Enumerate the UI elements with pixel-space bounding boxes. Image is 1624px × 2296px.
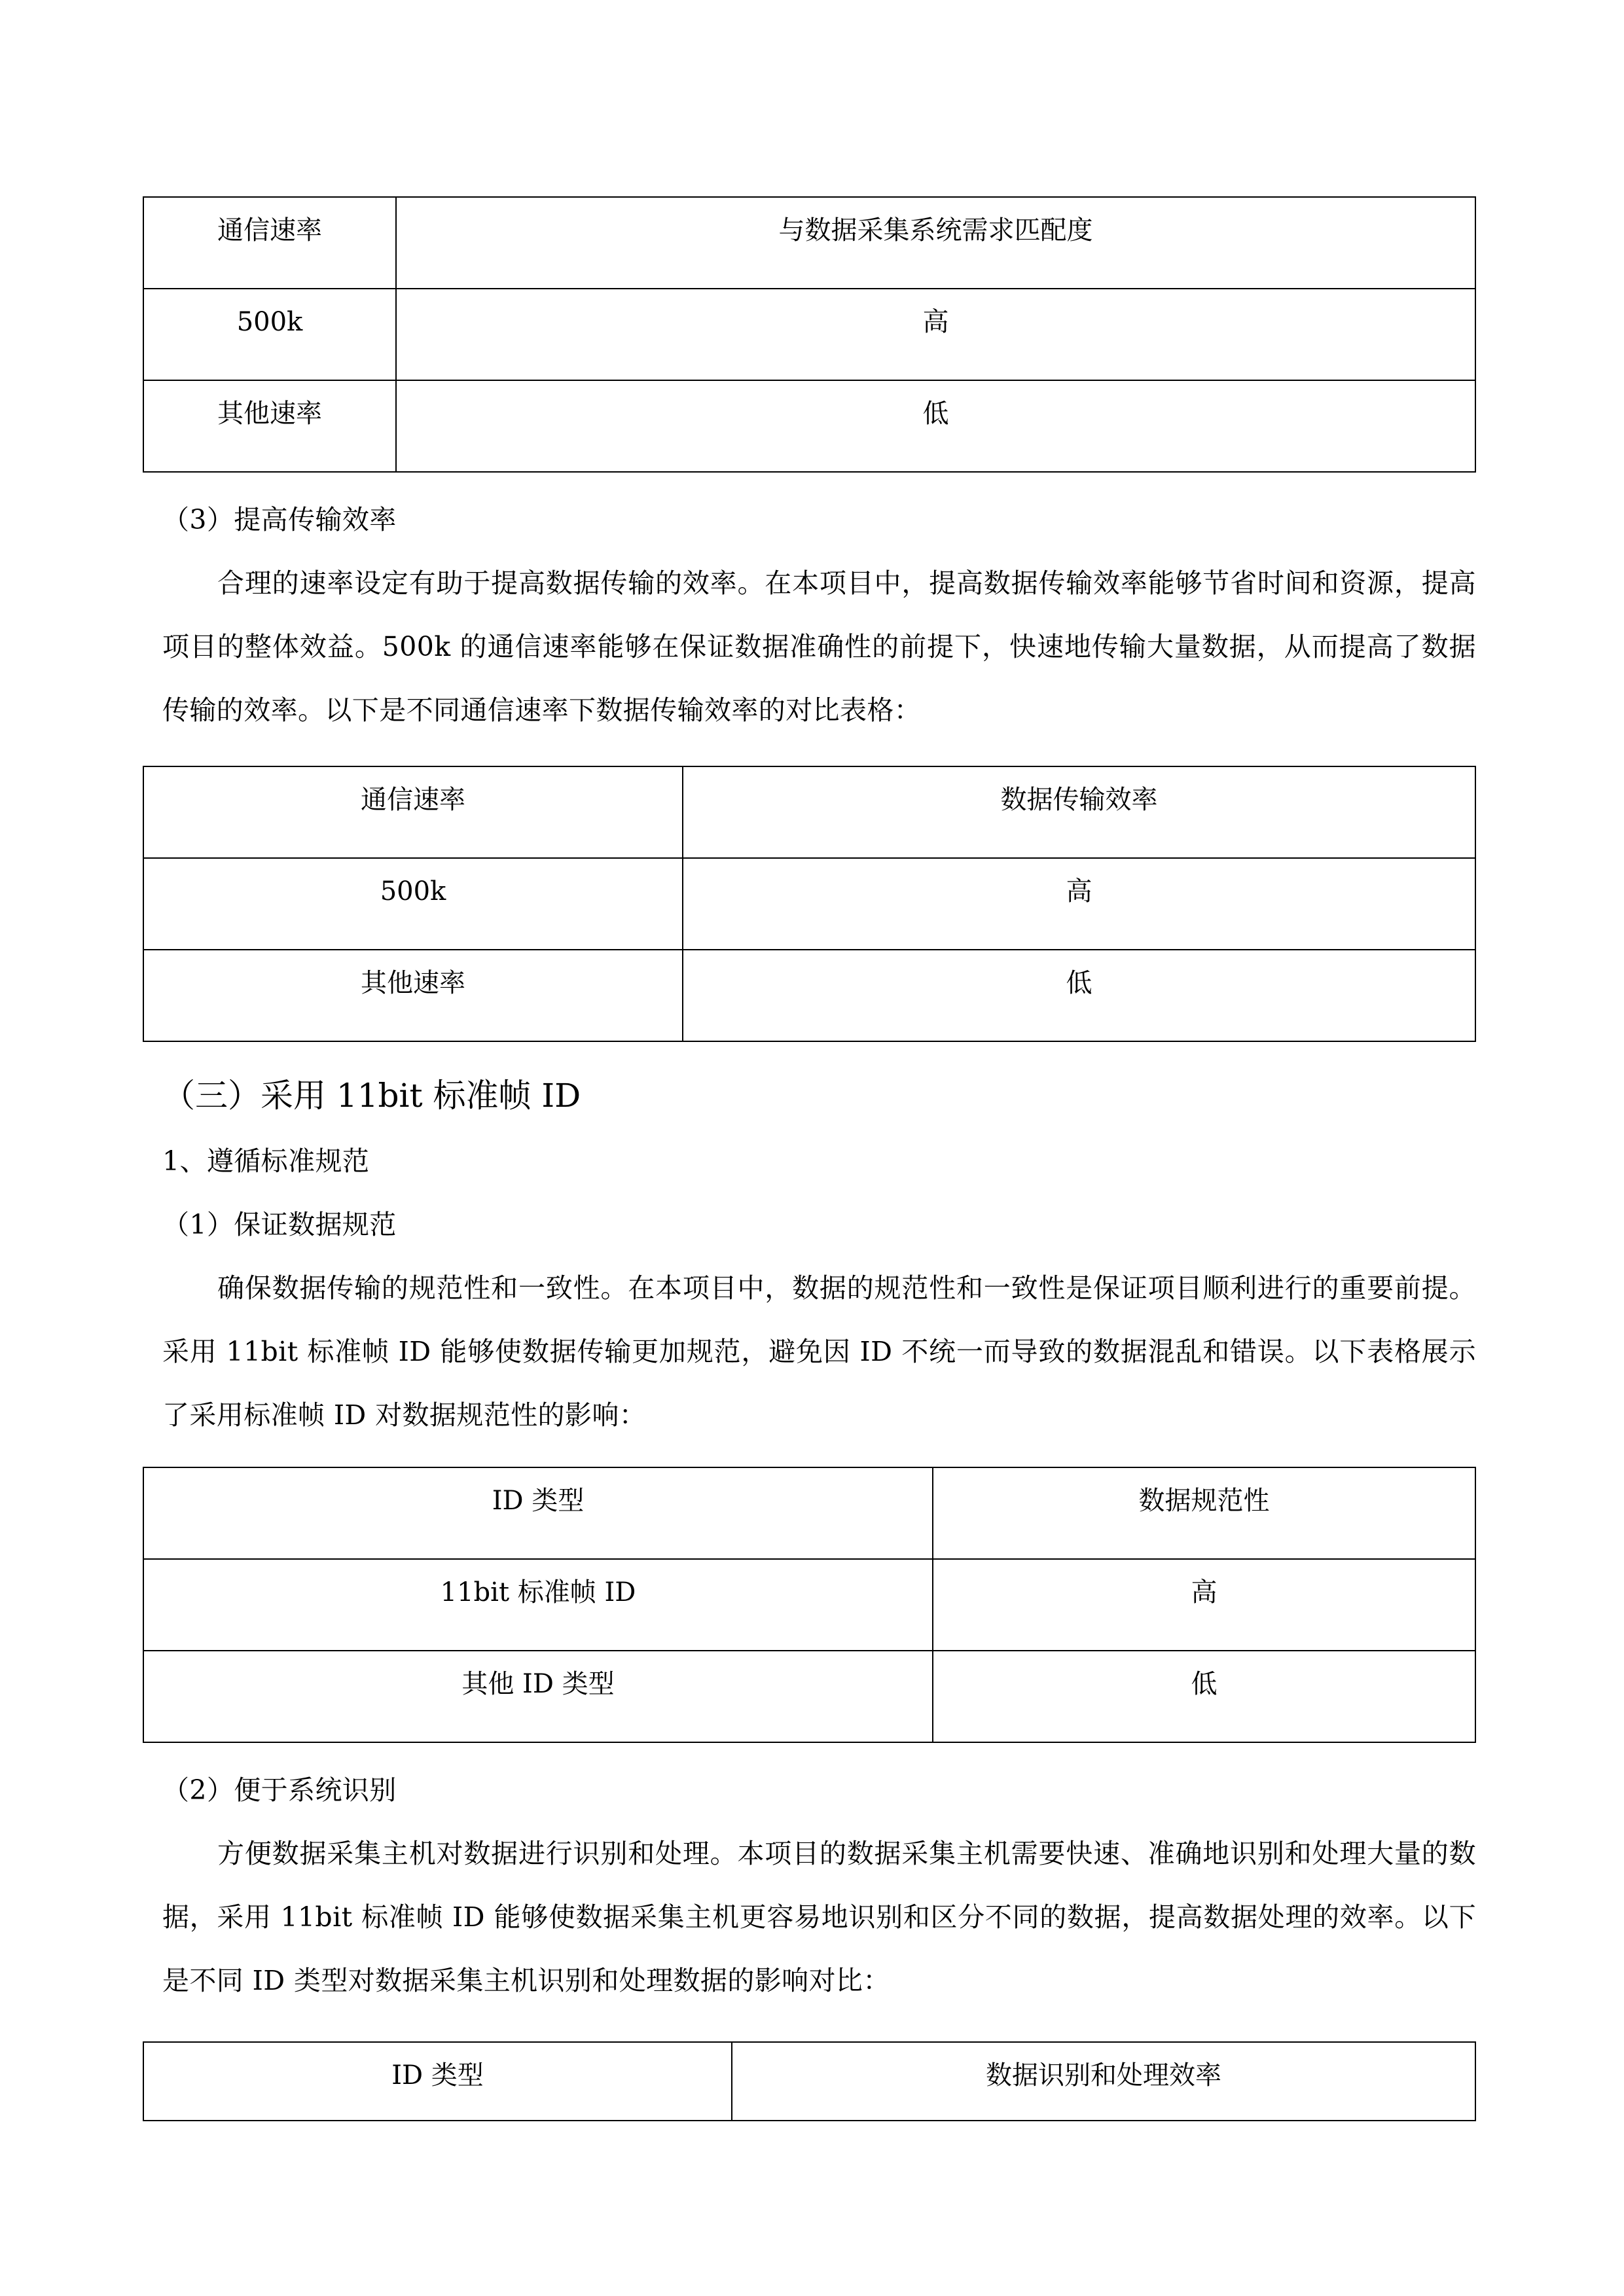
spacer bbox=[143, 1743, 1476, 1759]
table-header-cell bbox=[933, 1467, 1475, 1559]
spacer bbox=[143, 742, 1476, 766]
cell-value: 500k bbox=[236, 307, 303, 337]
cell-value: 低 bbox=[1191, 1669, 1218, 1699]
table-row bbox=[143, 289, 1475, 380]
cell-label: ID 类型 bbox=[391, 2060, 484, 2090]
table-header-cell bbox=[683, 766, 1475, 858]
cell-value: 其他 ID 类型 bbox=[461, 1669, 615, 1699]
table-cell bbox=[143, 289, 396, 380]
cell-value: 低 bbox=[1066, 968, 1092, 998]
table-row bbox=[143, 1467, 1475, 1559]
table-cell bbox=[683, 950, 1475, 1041]
table-cell bbox=[396, 380, 1475, 472]
cell-value: 其他速率 bbox=[217, 399, 322, 429]
table-cell bbox=[143, 1559, 933, 1651]
cell-label: 通信速率 bbox=[361, 785, 465, 815]
cell-label: 与数据采集系统需求匹配度 bbox=[778, 215, 1093, 245]
page-content bbox=[143, 0, 1476, 2121]
table-row bbox=[143, 2042, 1475, 2121]
spacer bbox=[143, 2013, 1476, 2041]
table-header-cell bbox=[143, 766, 683, 858]
spacer bbox=[143, 1042, 1476, 1062]
cell-label: 数据规范性 bbox=[1138, 1486, 1270, 1516]
table-cell bbox=[143, 950, 683, 1041]
cell-value: 11bit 标准帧 ID bbox=[440, 1577, 636, 1607]
table-header-cell bbox=[732, 2042, 1475, 2121]
communication-rate-match-table bbox=[143, 196, 1476, 473]
table-row bbox=[143, 1559, 1475, 1651]
table-header-cell bbox=[143, 2042, 732, 2121]
cell-value: 高 bbox=[1191, 1577, 1218, 1607]
section-heading-item1: （1）保证数据规范 bbox=[162, 1209, 397, 1240]
cell-label: 通信速率 bbox=[217, 215, 322, 245]
table-row bbox=[143, 1651, 1475, 1742]
spacer bbox=[143, 1447, 1476, 1467]
section-body-item1: 确保数据传输的规范性和一致性。在本项目中，数据的规范性和一致性是保证项目顺利进行的重要前提。采用 11bit 标准帧 ID 能够使数据传输更加规范，避免因 ID 不统一而导致的数据混乱和错误。以下表格展示了采用标准帧 ID 对数据规范性的影响： bbox=[162, 1272, 1476, 1431]
table-header-cell bbox=[396, 197, 1475, 289]
sub-heading-1: 1、遵循标准规范 bbox=[162, 1145, 370, 1177]
table-row bbox=[143, 380, 1475, 472]
transmission-efficiency-table bbox=[143, 766, 1476, 1042]
spacer bbox=[143, 473, 1476, 488]
section-body-item2: 方便数据采集主机对数据进行识别和处理。本项目的数据采集主机需要快速、准确地识别和处理大量的数据，采用 11bit 标准帧 ID 能够使数据采集主机更容易地识别和区分不同的数据，提高数据处理的效率。以下是不同 ID 类型对数据采集主机识别和处理数据的影响对比： bbox=[162, 1838, 1476, 1996]
cell-label: 数据识别和处理效率 bbox=[986, 2060, 1221, 2090]
cell-label: 数据传输效率 bbox=[1000, 785, 1158, 815]
table-cell bbox=[683, 858, 1475, 950]
table-row bbox=[143, 858, 1475, 950]
cell-value: 高 bbox=[1066, 876, 1092, 906]
cell-value: 低 bbox=[922, 399, 949, 429]
table-header-cell bbox=[143, 1467, 933, 1559]
top-margin-spacer bbox=[143, 0, 1476, 196]
table-cell bbox=[143, 1651, 933, 1742]
table-cell bbox=[396, 289, 1475, 380]
id-type-recognition-efficiency-table bbox=[143, 2041, 1476, 2121]
section-heading-item3: （3）提高传输效率 bbox=[162, 504, 397, 535]
cell-value: 500k bbox=[380, 876, 446, 906]
table-cell bbox=[143, 858, 683, 950]
table-cell bbox=[143, 380, 396, 472]
table-row bbox=[143, 950, 1475, 1041]
chapter-heading-three: （三）采用 11bit 标准帧 ID bbox=[162, 1077, 581, 1115]
table-row bbox=[143, 197, 1475, 289]
table-cell bbox=[933, 1559, 1475, 1651]
section-heading-item2: （2）便于系统识别 bbox=[162, 1774, 397, 1806]
cell-label: ID 类型 bbox=[492, 1486, 585, 1516]
section-body-item3: 合理的速率设定有助于提高数据传输的效率。在本项目中，提高数据传输效率能够节省时间和资源，提高项目的整体效益。500k 的通信速率能够在保证数据准确性的前提下，快速地传输大量数据，从而提高了数据传输的效率。以下是不同通信速率下数据传输效率的对比表格： bbox=[162, 567, 1476, 726]
table-cell bbox=[933, 1651, 1475, 1742]
cell-value: 其他速率 bbox=[361, 968, 465, 998]
id-type-data-standard-table bbox=[143, 1467, 1476, 1743]
table-header-cell bbox=[143, 197, 396, 289]
cell-value: 高 bbox=[922, 307, 949, 337]
table-row bbox=[143, 766, 1475, 858]
